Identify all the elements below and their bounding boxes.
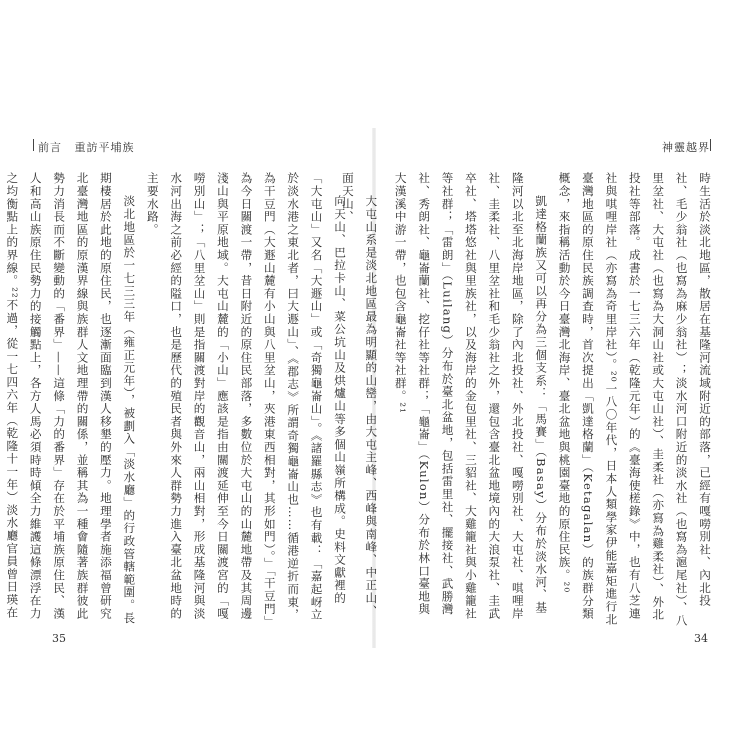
- right-page-number: 34: [694, 632, 708, 645]
- left-page-number: 35: [52, 632, 66, 645]
- left-page-header: [38, 139, 135, 155]
- right-paragraph-3: 大屯山系是淡北地區最為明顯的山巒，由大屯主峰、西峰與南峰、中正山、面天山、: [340, 172, 379, 618]
- left-header-subtitle: 重訪平埔族: [74, 141, 135, 154]
- header-rule-right: [710, 139, 711, 151]
- right-page-body: [340, 172, 716, 627]
- right-paragraph-1: 時生活於淡北地區，散居在基隆河流域附近的部落，已經有嘎嘮別社、內北投社、毛少翁社（也寫為麻少翁社）；淡水河口附近的淡水社（也寫為滬尾社）、八里坌社、大屯社（也寫為大洞山社或大屯山社）、圭柔社（亦寫為雞柔社）、外北投社等部落。成書於一七三六年（乾隆元年）的《臺海使槎錄》中，也有八芝連社與唭哩岸社（亦寫為奇里岸社）。²⁰一八〇年代，日本人類學家伊能嘉矩進行北臺灣地區的原住民族調查時，首次提出「凱達格蘭」（Ketagalan）的族群分類概念，來指稱活動於今日臺灣北海岸、臺北盆地與桃園臺地的原住民族。²⁰: [557, 172, 712, 627]
- right-paragraph-2: 凱達格蘭族又可以再分為三個支系：「馬賽」（Basay）分布於淡水河、基隆河以北至北海岸地區，除了內北投社、外北投社、嘎嘮別社、大屯社、唭哩岸社、圭柔社、八里坌社和毛少翁社之外，還包含臺北盆地境內的大浪泵社、圭武卒社、塔塔悠社與里族社，以及海岸的金包里社、三貂社、大雞籠社與小雞籠社等社群；「雷朗」（Luilang）分布於臺北盆地，包括雷里社、擺接社、武勝灣社、秀朗社、龜崙蘭社、挖仔社等社群；「龜崙」（Kulon）分布於林口臺地與大漢溪中游一帶，也包含龜崙社等社群。²¹: [393, 172, 549, 620]
- left-page-body: [5, 172, 351, 627]
- header-rule-left: [33, 139, 34, 151]
- left-paragraph-2: 淡北地區於一七三三年（雍正元年），被劃入「淡水廳」的行政管轄範圍。長期棲居於此地的原住民，也逐漸面臨到漢人移墾的壓力。地理學者施添福曾研究北臺灣地區的原漢界線與族群人文地理帶的關係，並稱其為一種會隨著族群彼此勢力消長而不斷變動的「番界」——這條「力的番界」存在於平埔族原住民、漢人和高山族原住民勢力的接觸點上，各方人馬必須時時傾全力維護這條漂浮在力之均衡點上的界線。²²不過，從一七四六年（乾隆十一年）淡水廳官員曾日瑛在: [5, 172, 137, 625]
- left-paragraph-1: 向天山、巴拉卡山、菜公坑山及烘爐山等多個山嶺所構成。史料文獻裡的「大屯山」又名「大遯山」或「奇獨龜崙山」。《諸羅縣志》也有載：「嘉起岈立於淡水港之東北者，曰大遯山」、《郡志》所謂奇獨龜崙山也……循港逆折而東，為干豆門（大遯山麓有小山與八里坌山，夾港東西相對，其形如門）。」「干豆門」為今日關渡一帶，昔日附近的原住民部落，多數位於大屯山的山麓地帶及其周邊淺山與平原地域。大屯山麓的「小山」應該是指由關渡延伸至今日關渡宮的「嘎嘮別山」；「八里坌山」則是指關渡對岸的觀音山，兩山相對，形成基隆河與淡水河出海之前必經的隘口，也是歷代的殖民者與外來人群勢力進入臺北盆地時的主要水路。: [145, 172, 347, 623]
- right-page-header: [662, 139, 710, 155]
- right-header-title: 神靈越界: [662, 141, 710, 154]
- left-header-title: 前言: [38, 141, 62, 154]
